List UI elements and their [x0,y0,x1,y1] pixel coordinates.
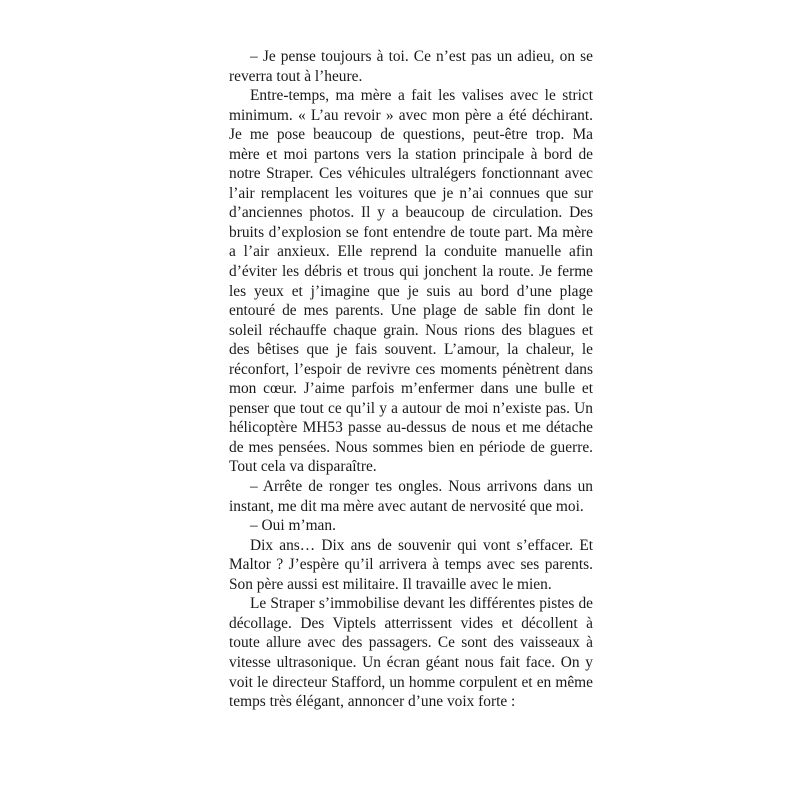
paragraph-dialogue-1: – Je pense toujours à toi. Ce n’est pas un adieu, on se reverra tout à l’heure. [229,48,593,85]
paragraph-narration-1: Entre-temps, ma mère a fait les valises avec le strict minimum. « L’au revoir » avec mon père a été déchirant. Je me pose beaucoup de questions, peut-être trop. Ma mère et moi partons vers la station principale à bord de notre Straper. Ces véhicules ultralégers fonctionnant avec l’air remplacent les voitures que je n’ai connues que sur d’anciennes photos. Il y a beaucoup de circulation. Des bruits d’explosion se font entendre de toute part. Ma mère a l’air anxieux. Elle reprend la conduite manuelle afin d’éviter les débris et trous qui jonchent la route. Je ferme les yeux et j’imagine que je suis au bord d’une plage entouré de mes parents. Une plage de sable fin dont le soleil réchauffe chaque grain. Nous rions des blagues et des bêtises que je fais souvent. L’amour, la chaleur, le réconfort, l’espoir de revivre ces moments pénètrent dans mon cœur. J’aime parfois m’enfermer dans une bulle et penser que tout ce qu’il y a autour de moi n’existe pas. Un hélicoptère MH53 passe au-dessus de nous et me détache de mes pensées. Nous sommes bien en période de guerre. Tout cela va disparaître. [229,87,593,476]
paragraph-dialogue-2: – Arrête de ronger tes ongles. Nous arrivons dans un instant, me dit ma mère avec autant de nervosité que moi. [229,478,593,515]
paragraph-narration-3: Le Straper s’immobilise devant les différentes pistes de décollage. Des Viptels atterrissent vides et décollent à toute allure avec des passagers. Ce sont des vaisseaux à vitesse ultrasonique. Un écran géant nous fait face. On y voit le directeur Stafford, un homme corpulent et en même temps très élégant, annoncer d’une voix forte : [229,595,593,711]
text-block [229,47,593,712]
paragraph-dialogue-3: – Oui m’man. [250,517,336,535]
paragraph-narration-2: Dix ans… Dix ans de souvenir qui vont s’effacer. Et Maltor ? J’espère qu’il arrivera à temps avec ses parents. Son père aussi est militaire. Il travaille avec le mien. [229,536,593,593]
